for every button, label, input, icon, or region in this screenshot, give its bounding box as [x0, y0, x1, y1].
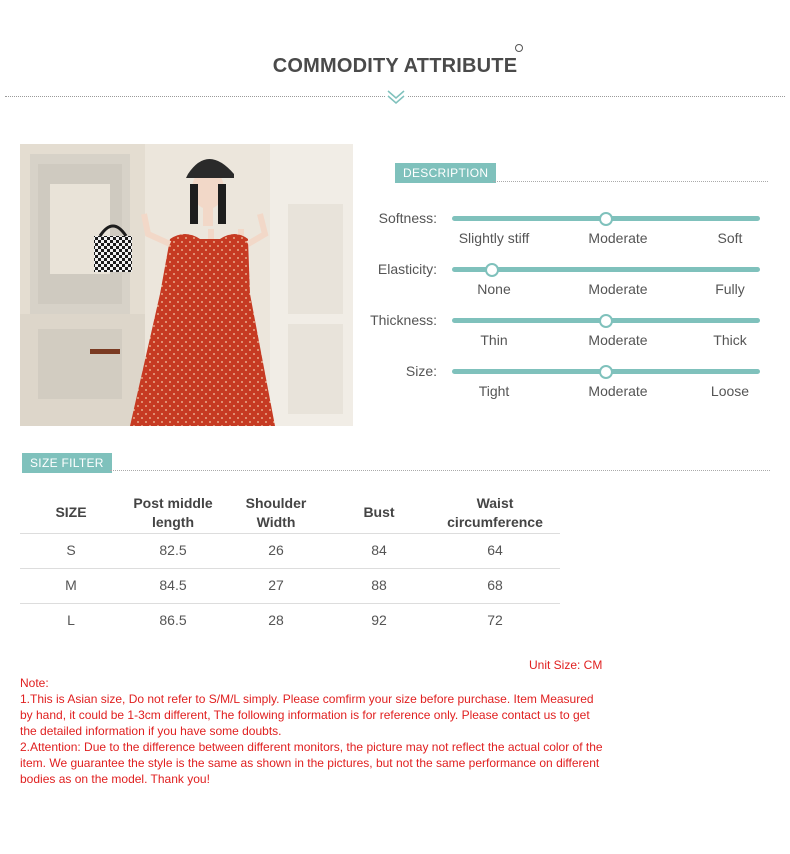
unit-label: Unit Size: CM — [529, 658, 603, 672]
table-cell: 27 — [268, 577, 284, 593]
table-header-cell: Bust — [363, 504, 395, 520]
attribute-option: Moderate — [588, 332, 648, 348]
table-cell: 86.5 — [159, 612, 187, 628]
attribute-option: Slightly stiff — [458, 230, 530, 246]
table-row-divider — [20, 603, 560, 604]
table-cell: S — [66, 542, 76, 558]
size-filter-tag: SIZE FILTER — [22, 453, 112, 473]
attribute-option: Tight — [478, 383, 510, 399]
notes — [20, 675, 605, 787]
attribute-option: Moderate — [588, 383, 648, 399]
table-cell: 72 — [487, 612, 503, 628]
attribute-label: Thickness: — [370, 312, 437, 328]
chevron-down-icon — [385, 88, 407, 106]
attribute-label: Softness: — [378, 210, 437, 226]
attribute-option: Thick — [713, 332, 747, 348]
page-title: COMMODITY ATTRIBUTE — [272, 55, 518, 77]
table-header-cell: Shoulder Width — [245, 495, 307, 530]
notes-heading: Note: — [20, 676, 49, 690]
attribute-option: Moderate — [588, 230, 648, 246]
table-cell: 26 — [268, 542, 284, 558]
attribute-label: Elasticity: — [377, 261, 437, 277]
table-header-cell: Post middle length — [133, 495, 213, 530]
table-cell: 28 — [268, 612, 284, 628]
attribute-slider-knob — [485, 263, 499, 277]
description-tag: DESCRIPTION — [395, 163, 496, 183]
attribute-option: Loose — [710, 383, 750, 399]
table-cell: 68 — [487, 577, 503, 593]
attribute-option: Thin — [480, 332, 508, 348]
attribute-slider-knob — [599, 314, 613, 328]
note-item-1: 1.This is Asian size, Do not refer to S/M/L simply. Please comfirm your size before purchase. Item Measured by hand, it could be 1-3cm different, The following information is for reference only. Please contact us to get the detailed information if you have some doubts. — [20, 692, 594, 738]
attribute-label: Size: — [405, 363, 437, 379]
attribute-option: Fully — [715, 281, 745, 297]
attribute-slider-knob — [599, 365, 613, 379]
table-header-cell: Waist circumference — [447, 495, 543, 530]
degree-mark — [515, 44, 523, 52]
attribute-option: Soft — [717, 230, 743, 246]
table-header-cell: SIZE — [55, 504, 87, 520]
size-filter-divider — [110, 470, 770, 471]
table-cell: L — [67, 612, 75, 628]
note-item-2: 2.Attention: Due to the difference between different monitors, the picture may not reflect the actual color of the item. We guarantee the style is the same as shown in the pictures, but not the same performance on different bodies as on the model. Thank you! — [20, 740, 603, 786]
table-cell: 84 — [371, 542, 387, 558]
table-cell: 82.5 — [159, 542, 187, 558]
table-cell: M — [65, 577, 77, 593]
table-cell: 64 — [487, 542, 503, 558]
table-cell: 84.5 — [159, 577, 187, 593]
description-divider — [493, 181, 768, 182]
product-photo — [20, 144, 353, 426]
attribute-slider-knob — [599, 212, 613, 226]
table-row-divider — [20, 533, 560, 534]
table-row-divider — [20, 568, 560, 569]
attribute-option: None — [477, 281, 511, 297]
table-cell: 88 — [371, 577, 387, 593]
table-cell: 92 — [371, 612, 387, 628]
attribute-option: Moderate — [588, 281, 648, 297]
